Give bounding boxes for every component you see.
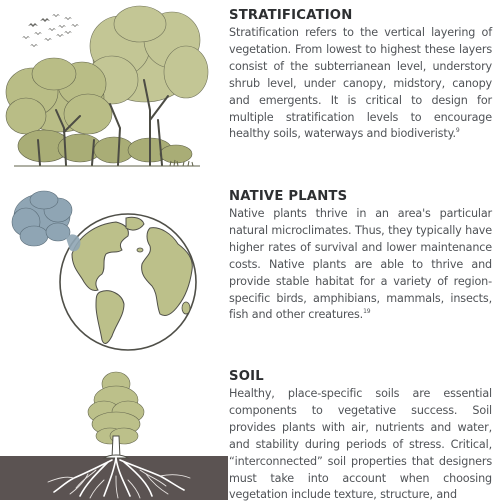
stratification-heading: STRATIFICATION	[229, 8, 353, 23]
soil-heading: SOIL	[229, 369, 264, 384]
soil-ground	[0, 456, 228, 500]
soil-body: Healthy, place-specific soils are essential components to vegetative success. Soil provides plants with air, nutrients and water, and stability during periods of stress. Critical, “interconnected” soil properties that designers must take into account when choosing vegetation include texture, structure, and	[229, 387, 492, 502]
soil-section	[229, 367, 492, 504]
stratification-trees-illustration	[0, 0, 220, 180]
birds-icon	[22, 14, 79, 47]
footnote-ref: 9	[455, 127, 460, 135]
stratification-section	[229, 6, 492, 143]
native-plants-illustration	[0, 188, 220, 358]
globe-icon	[60, 214, 196, 350]
native-plants-body-text: Native plants thrive in an area's particular natural microclimates. Thus, they typically have higher rates of survival and lower maintenance costs. Native plants are able to thrive and provide stable habitat for a variety of region-specific birds, amphibians, mammals, insects, fish and other creatures.	[229, 207, 492, 322]
native-plants-body	[229, 206, 492, 324]
native-plants-heading: NATIVE PLANTS	[229, 189, 348, 204]
stratification-body-text: Stratification refers to the vertical layering of vegetation. From lowest to highest these layers consist of the subterrianean level, understory shrub level, under canopy, midstory, canopy and emergents. It is critical to design for multiple stratification levels to encourage healthy soils, waterways and biodiveristy.	[229, 26, 492, 141]
footnote-ref: 19	[363, 308, 371, 316]
blue-tree-icon	[12, 191, 72, 246]
stratification-body	[229, 25, 492, 143]
tree-with-roots-illustration	[0, 366, 228, 500]
native-plants-section	[229, 187, 492, 324]
